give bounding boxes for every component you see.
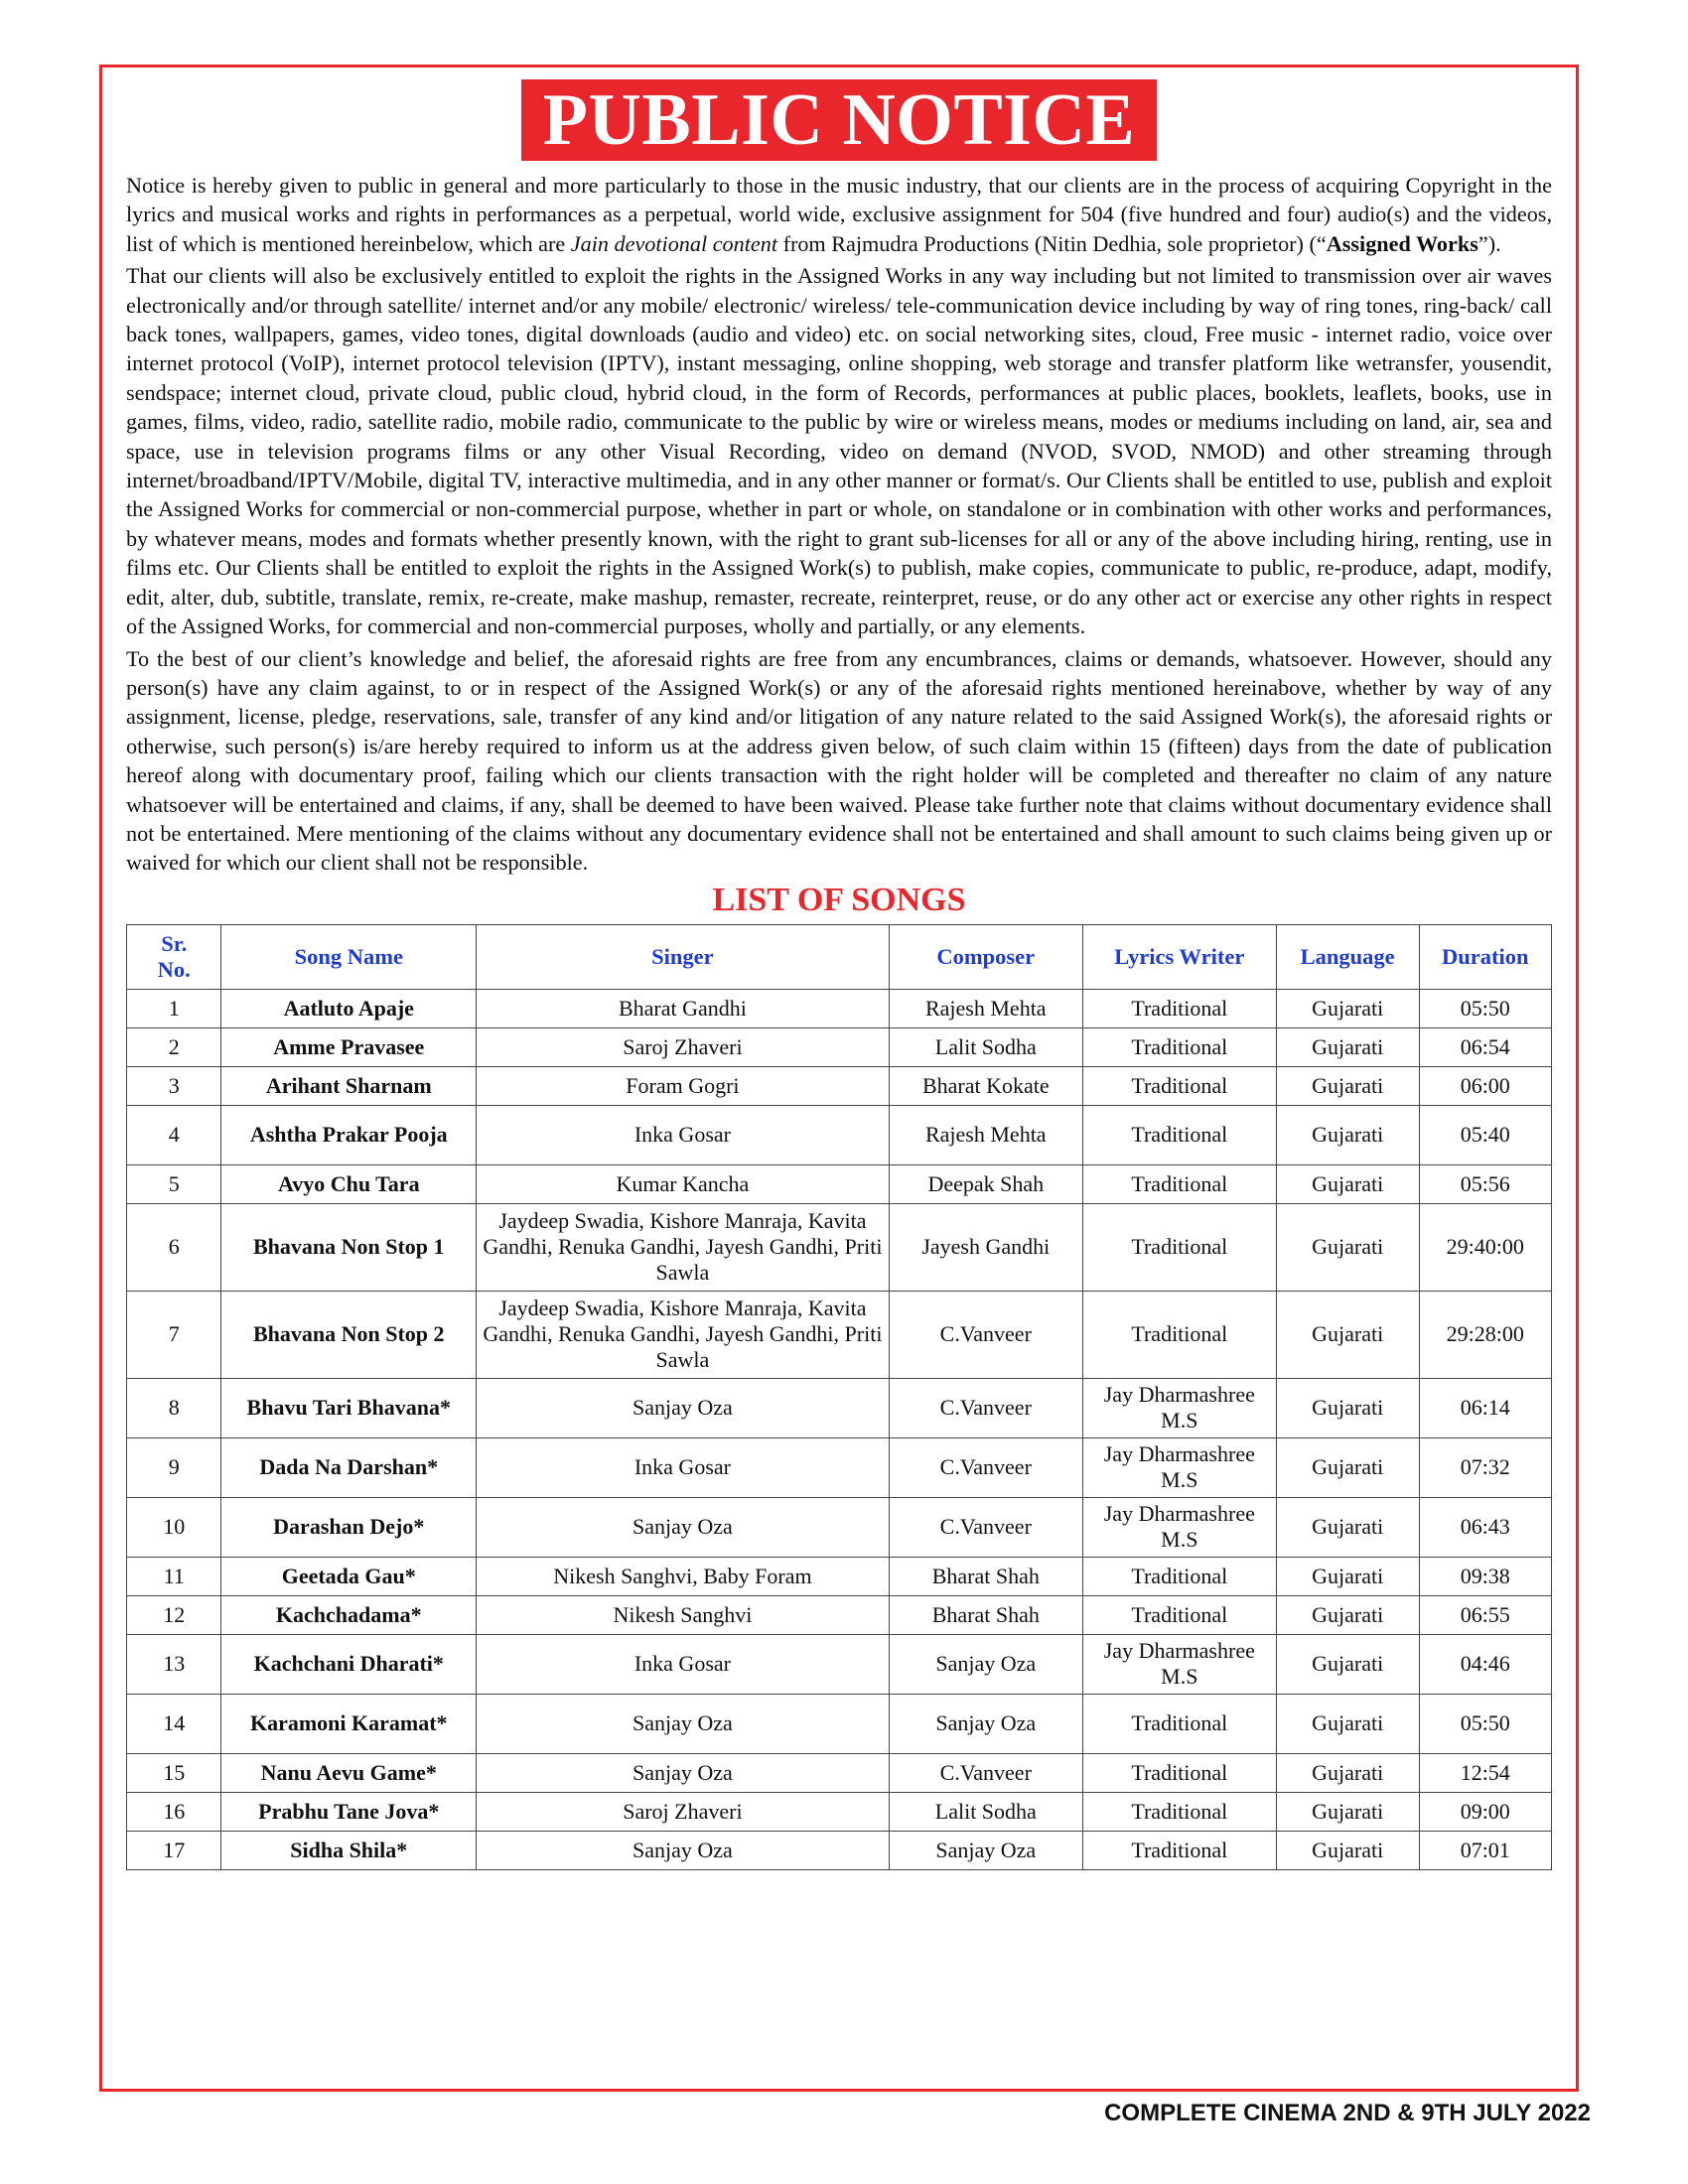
table-row: [127, 1831, 1552, 1869]
cell-song-name: Kachchani Dharati*: [221, 1634, 477, 1694]
cell-composer: Sanjay Oza: [889, 1634, 1082, 1694]
table-row: [127, 1634, 1552, 1694]
cell-lyrics-writer: Traditional: [1082, 1792, 1276, 1831]
cell-composer: C.Vanveer: [889, 1378, 1082, 1437]
cell-duration: 04:46: [1419, 1634, 1551, 1694]
cell-language: Gujarati: [1276, 1105, 1419, 1164]
cell-song-name: Arihant Sharnam: [221, 1066, 477, 1105]
cell-language: Gujarati: [1276, 1066, 1419, 1105]
table-row: [127, 1164, 1552, 1203]
p1-text-a: Notice is hereby given to public in general and more particularly to those in the music industry, that our clients are in the process of acquiring Copyright in the lyrics and musical works and rights in performances as a perpetual, world wide, exclusive assignment for 504 (five hundred and four) audio(s) and the videos, list of which is mentioned hereinbelow, which are: [126, 173, 1552, 256]
cell-lyrics-writer: Traditional: [1082, 1105, 1276, 1164]
paragraph-3: To the best of our client’s knowledge and belief, the aforesaid rights are free from any encumbrances, claims or demands, whatsoever. However, should any person(s) have any claim against, to or in respect of the Assigned Work(s) or any of the aforesaid rights mentioned hereinabove, whether by way of any assignment, license, pledge, reservations, sale, transfer of any kind and/or litigation of any nature related to the said Assigned Work(s), the aforesaid rights or otherwise, such person(s) is/are hereby required to inform us at the address given below, of such claim within 15 (fifteen) days from the date of publication hereof along with documentary proof, failing which our clients transaction with the right holder will be completed and thereafter no claim of any nature whatsoever will be entertained and claims, if any, shall be deemed to have been waived. Please take further note that claims without documentary evidence shall not be entertained. Mere mentioning of the claims without any documentary evidence shall not be entertained and shall amount to such claims being given up or waived for which our client shall not be responsible.: [126, 645, 1552, 876]
cell-duration: 06:54: [1419, 1027, 1551, 1066]
cell-song-name: Aatluto Apaje: [221, 989, 477, 1027]
table-row: [127, 1557, 1552, 1595]
cell-sr: 5: [127, 1164, 221, 1203]
cell-lyrics-writer: Traditional: [1082, 1291, 1276, 1378]
cell-composer: C.Vanveer: [889, 1753, 1082, 1792]
cell-sr: 3: [127, 1066, 221, 1105]
cell-composer: Rajesh Mehta: [889, 989, 1082, 1027]
cell-composer: Bharat Shah: [889, 1595, 1082, 1634]
cell-duration: 09:38: [1419, 1557, 1551, 1595]
cell-singer: Nikesh Sanghvi, Baby Foram: [477, 1557, 890, 1595]
table-row: [127, 1291, 1552, 1378]
cell-singer: Inka Gosar: [477, 1105, 890, 1164]
notice-title: PUBLIC NOTICE: [521, 79, 1158, 161]
cell-language: Gujarati: [1276, 1557, 1419, 1595]
table-row: [127, 1792, 1552, 1831]
p1-italic: Jain devotional content: [570, 230, 778, 256]
cell-duration: 06:43: [1419, 1497, 1551, 1557]
cell-lyrics-writer: Jay Dharmashree M.S: [1082, 1497, 1276, 1557]
cell-sr: 9: [127, 1437, 221, 1497]
cell-duration: 12:54: [1419, 1753, 1551, 1792]
cell-duration: 05:50: [1419, 1694, 1551, 1753]
footer-publication: COMPLETE CINEMA 2ND & 9TH JULY 2022: [1104, 2100, 1591, 2126]
header-language: Language: [1276, 924, 1419, 989]
cell-language: Gujarati: [1276, 1831, 1419, 1869]
cell-singer: Bharat Gandhi: [477, 989, 890, 1027]
cell-language: Gujarati: [1276, 989, 1419, 1027]
header-lyrics-writer: Lyrics Writer: [1082, 924, 1276, 989]
cell-singer: Sanjay Oza: [477, 1753, 890, 1792]
cell-singer: Saroj Zhaveri: [477, 1792, 890, 1831]
cell-language: Gujarati: [1276, 1497, 1419, 1557]
cell-language: Gujarati: [1276, 1753, 1419, 1792]
cell-singer: Sanjay Oza: [477, 1831, 890, 1869]
cell-lyrics-writer: Traditional: [1082, 989, 1276, 1027]
cell-duration: 06:14: [1419, 1378, 1551, 1437]
p1-bold: Assigned Works: [1326, 230, 1478, 256]
cell-lyrics-writer: Traditional: [1082, 1066, 1276, 1105]
cell-composer: Deepak Shah: [889, 1164, 1082, 1203]
cell-language: Gujarati: [1276, 1378, 1419, 1437]
cell-composer: Bharat Kokate: [889, 1066, 1082, 1105]
table-row: [127, 989, 1552, 1027]
cell-song-name: Darashan Dejo*: [221, 1497, 477, 1557]
songs-title: LIST OF SONGS: [712, 881, 966, 918]
cell-duration: 07:01: [1419, 1831, 1551, 1869]
cell-lyrics-writer: Traditional: [1082, 1831, 1276, 1869]
cell-singer: Sanjay Oza: [477, 1694, 890, 1753]
cell-composer: C.Vanveer: [889, 1437, 1082, 1497]
p1-text-c: ”).: [1477, 230, 1501, 256]
cell-sr: 2: [127, 1027, 221, 1066]
cell-lyrics-writer: Jay Dharmashree M.S: [1082, 1437, 1276, 1497]
header-sr-no: Sr. No.: [127, 924, 221, 989]
table-row: [127, 1066, 1552, 1105]
cell-singer: Foram Gogri: [477, 1066, 890, 1105]
cell-duration: 07:32: [1419, 1437, 1551, 1497]
cell-sr: 12: [127, 1595, 221, 1634]
cell-singer: Kumar Kancha: [477, 1164, 890, 1203]
cell-duration: 29:40:00: [1419, 1203, 1551, 1291]
table-row: [127, 1497, 1552, 1557]
cell-composer: C.Vanveer: [889, 1497, 1082, 1557]
header-singer: Singer: [477, 924, 890, 989]
cell-language: Gujarati: [1276, 1694, 1419, 1753]
cell-lyrics-writer: Traditional: [1082, 1694, 1276, 1753]
cell-language: Gujarati: [1276, 1027, 1419, 1066]
cell-duration: 29:28:00: [1419, 1291, 1551, 1378]
cell-duration: 09:00: [1419, 1792, 1551, 1831]
cell-sr: 14: [127, 1694, 221, 1753]
cell-sr: 6: [127, 1203, 221, 1291]
cell-sr: 4: [127, 1105, 221, 1164]
cell-duration: 06:55: [1419, 1595, 1551, 1634]
header-duration: Duration: [1419, 924, 1551, 989]
cell-lyrics-writer: Jay Dharmashree M.S: [1082, 1378, 1276, 1437]
cell-sr: 13: [127, 1634, 221, 1694]
cell-song-name: Avyo Chu Tara: [221, 1164, 477, 1203]
cell-composer: Rajesh Mehta: [889, 1105, 1082, 1164]
cell-song-name: Bhavu Tari Bhavana*: [221, 1378, 477, 1437]
cell-composer: Bharat Shah: [889, 1557, 1082, 1595]
cell-lyrics-writer: Traditional: [1082, 1753, 1276, 1792]
cell-lyrics-writer: Traditional: [1082, 1203, 1276, 1291]
cell-sr: 11: [127, 1557, 221, 1595]
cell-lyrics-writer: Traditional: [1082, 1557, 1276, 1595]
cell-singer: Sanjay Oza: [477, 1378, 890, 1437]
table-row: [127, 1378, 1552, 1437]
cell-lyrics-writer: Traditional: [1082, 1164, 1276, 1203]
cell-language: Gujarati: [1276, 1291, 1419, 1378]
cell-language: Gujarati: [1276, 1203, 1419, 1291]
p1-text-b: from Rajmudra Productions (Nitin Dedhia, sole proprietor) (“: [777, 230, 1327, 256]
paragraph-1: [126, 171, 1552, 258]
cell-lyrics-writer: Traditional: [1082, 1027, 1276, 1066]
cell-song-name: Nanu Aevu Game*: [221, 1753, 477, 1792]
cell-composer: Lalit Sodha: [889, 1027, 1082, 1066]
cell-singer: Sanjay Oza: [477, 1497, 890, 1557]
cell-song-name: Bhavana Non Stop 1: [221, 1203, 477, 1291]
table-row: [127, 1437, 1552, 1497]
cell-song-name: Karamoni Karamat*: [221, 1694, 477, 1753]
cell-sr: 8: [127, 1378, 221, 1437]
cell-song-name: Ashtha Prakar Pooja: [221, 1105, 477, 1164]
cell-duration: 05:50: [1419, 989, 1551, 1027]
cell-language: Gujarati: [1276, 1634, 1419, 1694]
cell-composer: C.Vanveer: [889, 1291, 1082, 1378]
cell-singer: Saroj Zhaveri: [477, 1027, 890, 1066]
cell-song-name: Bhavana Non Stop 2: [221, 1291, 477, 1378]
cell-composer: Sanjay Oza: [889, 1831, 1082, 1869]
paragraph-2: That our clients will also be exclusively entitled to exploit the rights in the Assigned Works in any way including but not limited to transmission over air waves electronically and/or through satellite/ internet and/or any mobile/ electronic/ wireless/ tele-communication device including by way of ring tones, ring-back/ call back tones, wallpapers, games, video tones, digital downloads (audio and video) etc. on social networking sites, cloud, Free music - internet radio, voice over internet protocol (VoIP), internet protocol television (IPTV), instant messaging, online shopping, web storage and transfer platform like wetransfer, yousendit, sendspace; internet cloud, private cloud, public cloud, hybrid cloud, in the form of Records, performances at public places, booklets, leaflets, books, use in games, films, video, radio, satellite radio, mobile radio, communicate to the public by wire or wireless means, modes or mediums including on land, air, sea and space, use in television programs films or any other Visual Recording, video on demand (NVOD, SVOD, NMOD) and other streaming through internet/broadband/IPTV/Mobile, digital TV, interactive multimedia, and in any other manner or format/s. Our Clients shall be entitled to use, publish and exploit the Assigned Works for commercial or non-commercial purpose, whether in part or whole, on standalone or in combination with other works and performances, by whatever means, modes and formats whether presently known, with the right to grant sub-licenses for all or any of the above including hiring, renting, use in films etc. Our Clients shall be entitled to exploit the rights in the Assigned Work(s) to publish, make copies, communicate to public, re-produce, adapt, modify, edit, alter, dub, subtitle, translate, remix, re-create, make mashup, remaster, recreate, reinterpret, reuse, or do any other act or exercise any other rights in respect of the Assigned Works, for commercial and non-commercial purposes, wholly and partially, or any elements.: [126, 263, 1552, 639]
cell-duration: 06:00: [1419, 1066, 1551, 1105]
songs-table-body: [127, 989, 1552, 1869]
table-row: [127, 1105, 1552, 1164]
cell-duration: 05:40: [1419, 1105, 1551, 1164]
table-row: [127, 1027, 1552, 1066]
cell-sr: 7: [127, 1291, 221, 1378]
cell-composer: Jayesh Gandhi: [889, 1203, 1082, 1291]
cell-singer: Jaydeep Swadia, Kishore Manraja, Kavita Gandhi, Renuka Gandhi, Jayesh Gandhi, Priti Sawla: [477, 1291, 890, 1378]
cell-sr: 16: [127, 1792, 221, 1831]
cell-singer: Nikesh Sanghvi: [477, 1595, 890, 1634]
cell-sr: 10: [127, 1497, 221, 1557]
cell-song-name: Prabhu Tane Jova*: [221, 1792, 477, 1831]
cell-duration: 05:56: [1419, 1164, 1551, 1203]
table-row: [127, 1595, 1552, 1634]
cell-song-name: Geetada Gau*: [221, 1557, 477, 1595]
cell-language: Gujarati: [1276, 1437, 1419, 1497]
cell-sr: 15: [127, 1753, 221, 1792]
cell-sr: 1: [127, 989, 221, 1027]
table-row: [127, 1203, 1552, 1291]
cell-singer: Jaydeep Swadia, Kishore Manraja, Kavita Gandhi, Renuka Gandhi, Jayesh Gandhi, Priti Sawla: [477, 1203, 890, 1291]
header-composer: Composer: [889, 924, 1082, 989]
table-row: [127, 1694, 1552, 1753]
cell-song-name: Sidha Shila*: [221, 1831, 477, 1869]
cell-composer: Sanjay Oza: [889, 1694, 1082, 1753]
cell-singer: Inka Gosar: [477, 1634, 890, 1694]
cell-language: Gujarati: [1276, 1164, 1419, 1203]
cell-composer: Lalit Sodha: [889, 1792, 1082, 1831]
cell-song-name: Amme Pravasee: [221, 1027, 477, 1066]
notice-body: [126, 171, 1552, 1870]
notice-frame: [99, 65, 1579, 2092]
title-wrap: [102, 79, 1576, 161]
cell-song-name: Dada Na Darshan*: [221, 1437, 477, 1497]
cell-language: Gujarati: [1276, 1792, 1419, 1831]
cell-sr: 17: [127, 1831, 221, 1869]
cell-singer: Inka Gosar: [477, 1437, 890, 1497]
table-row: [127, 1753, 1552, 1792]
table-header-row: [127, 924, 1552, 989]
cell-lyrics-writer: Jay Dharmashree M.S: [1082, 1634, 1276, 1694]
cell-lyrics-writer: Traditional: [1082, 1595, 1276, 1634]
header-song-name: Song Name: [221, 924, 477, 989]
songs-table: [126, 924, 1552, 1870]
cell-song-name: Kachchadama*: [221, 1595, 477, 1634]
cell-language: Gujarati: [1276, 1595, 1419, 1634]
